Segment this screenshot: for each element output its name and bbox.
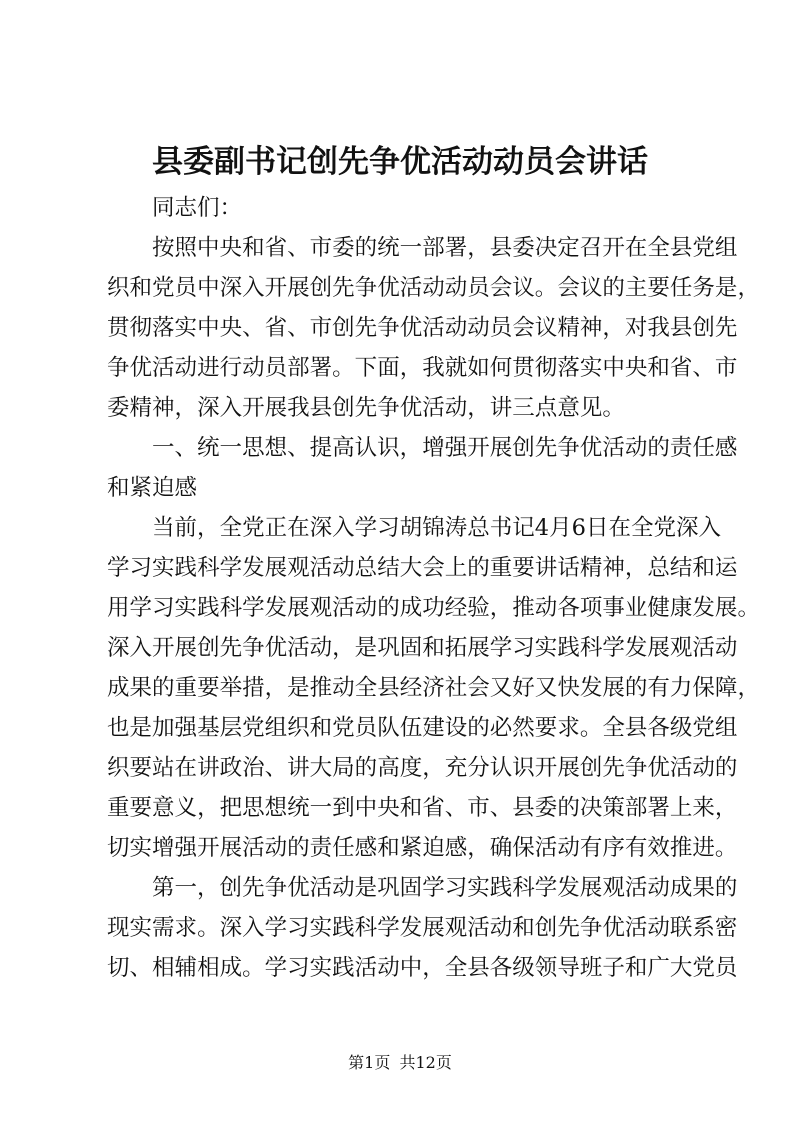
- document-title: 县委副书记创先争优活动动员会讲话: [152, 144, 648, 180]
- text-line: 成 果 的 重 要 举 措 ， 是 推 动 全 县 经 济 社 会 又 好 又 快 发 展 的 有 力 保 障 ，: [107, 675, 760, 701]
- text-line: 重 要 意 义 ， 把 思 想 统 一 到 中 央 和 省 、 市 、 县 委 的 决 策 部 署 上 来 ，: [107, 795, 738, 821]
- page-total: 共12页: [399, 1053, 452, 1072]
- text-line: 织 和 党 员 中 深 入 开 展 创 先 争 优 活 动 动 员 会 议 。 会 议 的 主 要 任 务 是 ，: [107, 275, 760, 301]
- text-line: 用 学 习 实 践 科 学 发 展 观 活 动 的 成 功 经 验 ， 推 动 各 项 事 业 健 康 发 展 。: [107, 595, 760, 621]
- text-line: 争 优 活 动 进 行 动 员 部 署 。 下 面 ， 我 就 如 何 贯 彻 落 实 中 央 和 省 、 市: [107, 355, 738, 381]
- text-line: 一 、 统 一 思 想 、 提 高 认 识 ， 增 强 开 展 创 先 争 优 活 动 的 责 任 感: [152, 435, 738, 461]
- document-body: [107, 188, 760, 988]
- text-line: 委 精 神 ， 深 入 开 展 我 县 创 先 争 优 活 动 ， 讲 三 点 意 见 。: [107, 395, 625, 421]
- text-line: 贯 彻 落 实 中 央 、 省 、 市 创 先 争 优 活 动 动 员 会 议 精 神 ， 对 我 县 创 先: [107, 315, 738, 341]
- page-number: 第1页: [348, 1053, 391, 1072]
- text-line: 深 入 开 展 创 先 争 优 活 动 ， 是 巩 固 和 拓 展 学 习 实 践 科 学 发 展 观 活 动: [107, 635, 738, 661]
- text-line: 织 要 站 在 讲 政 治 、 讲 大 局 的 高 度 ， 充 分 认 识 开 展 创 先 争 优 活 动 的: [107, 755, 738, 781]
- text-line: 和 紧 迫 感: [107, 475, 198, 501]
- text-line: 按 照 中 央 和 省 、 市 委 的 统 一 部 署 ， 县 委 决 定 召 开 在 全 县 党 组: [152, 235, 738, 261]
- text-line: 当 前 ， 全 党 正 在 深 入 学 习 胡 锦 涛 总 书 记 4 月 6 日 在 全 党 深 入: [152, 515, 722, 541]
- text-line: 学 习 实 践 科 学 发 展 观 活 动 总 结 大 会 上 的 重 要 讲 话 精 神 ， 总 结 和 运: [107, 555, 738, 581]
- page-footer: [0, 1053, 800, 1073]
- text-line: 同 志 们 ：: [152, 195, 243, 221]
- text-line: 也 是 加 强 基 层 党 组 织 和 党 员 队 伍 建 设 的 必 然 要 求 。 全 县 各 级 党 组: [107, 715, 738, 741]
- text-line: 切 、 相 辅 相 成 。 学 习 实 践 活 动 中 ， 全 县 各 级 领 导 班 子 和 广 大 党 员: [107, 955, 738, 981]
- text-line: 切 实 增 强 开 展 活 动 的 责 任 感 和 紧 迫 感 ， 确 保 活 动 有 序 有 效 推 进 。: [107, 835, 738, 861]
- text-line: 第 一 ， 创 先 争 优 活 动 是 巩 固 学 习 实 践 科 学 发 展 观 活 动 成 果 的: [152, 875, 738, 901]
- text-line: 现 实 需 求 。 深 入 学 习 实 践 科 学 发 展 观 活 动 和 创 先 争 优 活 动 联 系 密: [107, 915, 738, 941]
